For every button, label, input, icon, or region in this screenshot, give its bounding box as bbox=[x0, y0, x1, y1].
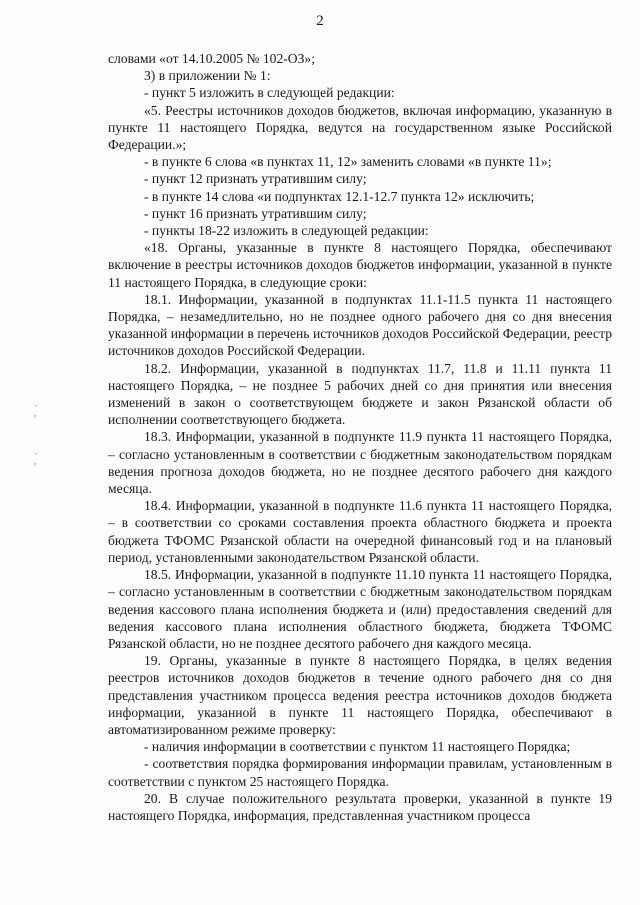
scan-artifact: ˙ ʹ bbox=[34, 451, 38, 473]
paragraph: 19. Органы, указанные в пункте 8 настоящего Порядка, в целях ведения реестров источников доходов бюджетов в течение одного рабочего дня со дня представления участником процесса ведения реестра источников доходов бюджета информации, указанной в пункте 11 настоящего Порядка, обеспечивают в автоматизированном режиме проверку: bbox=[108, 653, 612, 737]
paragraph: - пункт 5 изложить в следующей редакции: bbox=[144, 85, 395, 101]
paragraph: - в пункте 14 слова «и подпунктах 12.1-12.7 пункта 12» исключить; bbox=[144, 188, 535, 204]
paragraph: - пункты 18-22 изложить в следующей редакции: bbox=[144, 223, 429, 239]
paragraph: 18.3. Информации, указанной в подпункте 11.9 пункта 11 настоящего Порядка, – согласно установленным в соответствии с бюджетным законодательством порядкам ведения прогноза доходов бюджета, но не позднее десятого рабочего дня каждого месяца. bbox=[108, 429, 612, 497]
page-number: 2 bbox=[316, 13, 324, 29]
paragraph: «18. Органы, указанные в пункте 8 настоящего Порядка, обеспечивают включение в реестры источников доходов бюджетов информации, указанной в пункте 11 настоящего Порядка, в следующие сроки: bbox=[108, 240, 612, 290]
paragraph: - наличия информации в соответствии с пунктом 11 настоящего Порядка; bbox=[144, 739, 571, 755]
paragraph: 18.5. Информации, указанной в подпункте 11.10 пункта 11 настоящего Порядка, – согласно установленным в соответствии с бюджетным законодательством порядкам ведения кассового плана исполнения бюджета и (или) предоставления сведений для ведения кассового плана исполнения областного бюджета, бюджета ТФОМС Рязанской области, но не позднее десятого рабочего дня каждого месяца. bbox=[108, 567, 612, 651]
paragraph: - соответствия порядка формирования информации правилам, установленным в соответствии с пунктом 25 настоящего Порядка. bbox=[108, 756, 612, 789]
paragraph: - пункт 16 признать утратившим силу; bbox=[144, 205, 367, 221]
paragraph: «5. Реестры источников доходов бюджетов, включая информацию, указанную в пункте 11 настоящего Порядка, ведутся на государственном языке Российской Федерации.»; bbox=[108, 102, 612, 153]
paragraph: - пункт 12 признать утратившим силу; bbox=[144, 171, 367, 187]
paragraph: 3) в приложении № 1: bbox=[144, 68, 271, 84]
document-body bbox=[108, 50, 612, 824]
paragraph: 18.2. Информации, указанной в подпунктах 11.7, 11.8 и 11.11 пункта 11 настоящего Порядка, – не позднее 5 рабочих дней со дня принятия или внесения изменений в закон о соответствующем бюджете и закон Рязанской области об исполнении соответствующего бюджета. bbox=[108, 360, 612, 428]
paragraph: 20. В случае положительного результата проверки, указанной в пункте 19 настоящего Порядка, информация, представленная участником процесса bbox=[108, 790, 612, 823]
paragraph: словами «от 14.10.2005 № 102-ОЗ»; bbox=[108, 51, 315, 66]
scan-artifact: ˙ ʹ bbox=[34, 403, 38, 425]
paragraph: 18.1. Информации, указанной в подпунктах 11.1-11.5 пункта 11 настоящего Порядка, – незамедлительно, но не позднее одного рабочего дня со дня внесения указанной информации в перечень источников доходов Российской Федерации, реестр источников доходов Российской Федерации. bbox=[108, 291, 612, 359]
paragraph: - в пункте 6 слова «в пунктах 11, 12» заменить словами «в пункте 11»; bbox=[144, 154, 552, 170]
paragraph: 18.4. Информации, указанной в подпункте 11.6 пункта 11 настоящего Порядка, – в соответствии со сроками составления проекта областного бюджета и проекта бюджета ТФОМС Рязанской области на очередной финансовый год и на плановый период, установленными законодательством Рязанской области. bbox=[108, 498, 612, 565]
